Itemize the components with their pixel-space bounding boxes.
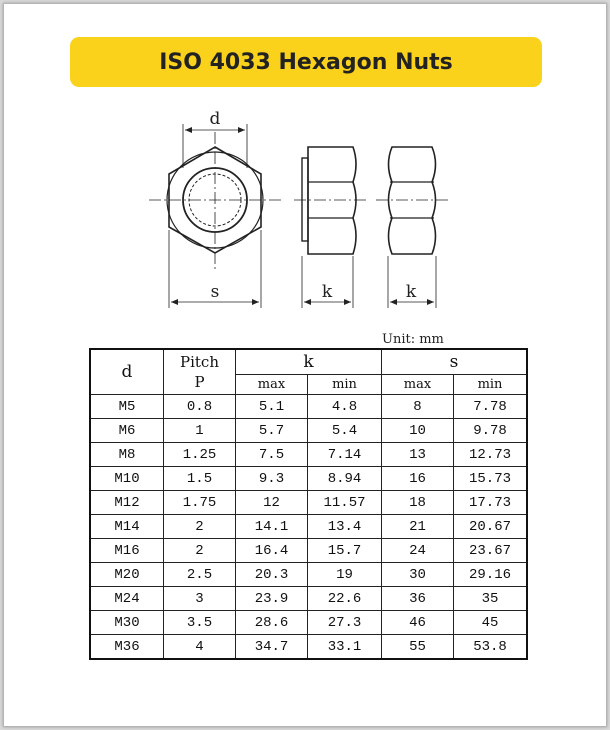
cell-d: M20: [90, 563, 164, 587]
cell-kmax: 9.3: [236, 467, 308, 491]
cell-kmin: 33.1: [308, 635, 382, 660]
cell-smin: 29.16: [454, 563, 528, 587]
hex-nut-drawing: [4, 4, 606, 326]
table-row: [90, 419, 527, 443]
col-header-k: k: [236, 349, 382, 375]
cell-smax: 55: [382, 635, 454, 660]
label-k-side-2: k: [405, 282, 417, 302]
unit-label: Unit: mm: [382, 332, 444, 347]
cell-kmax: 14.1: [236, 515, 308, 539]
table-row: [90, 395, 527, 419]
table-row: [90, 611, 527, 635]
col-header-s-min: min: [454, 375, 528, 395]
cell-kmax: 12: [236, 491, 308, 515]
table-row: [90, 587, 527, 611]
table-row: [90, 539, 527, 563]
cell-smin: 9.78: [454, 419, 528, 443]
cell-d: M36: [90, 635, 164, 660]
label-d: d: [209, 109, 221, 129]
cell-smax: 36: [382, 587, 454, 611]
cell-smax: 46: [382, 611, 454, 635]
cell-p: 1.5: [164, 467, 236, 491]
col-header-k-max: max: [236, 375, 308, 395]
cell-smin: 23.67: [454, 539, 528, 563]
cell-kmin: 4.8: [308, 395, 382, 419]
table-row: [90, 563, 527, 587]
cell-smax: 24: [382, 539, 454, 563]
cell-d: M6: [90, 419, 164, 443]
cell-kmin: 19: [308, 563, 382, 587]
side-view-2-body: [389, 147, 436, 254]
table-row: [90, 443, 527, 467]
cell-smin: 20.67: [454, 515, 528, 539]
cell-kmax: 34.7: [236, 635, 308, 660]
cell-smax: 8: [382, 395, 454, 419]
page-title: ISO 4033 Hexagon Nuts: [159, 49, 453, 75]
col-header-s: s: [382, 349, 528, 375]
cell-p: 3.5: [164, 611, 236, 635]
cell-smax: 16: [382, 467, 454, 491]
cell-kmax: 20.3: [236, 563, 308, 587]
side-view-body: [308, 147, 356, 254]
page: [3, 3, 607, 727]
label-s: s: [210, 282, 220, 302]
cell-d: M5: [90, 395, 164, 419]
cell-kmin: 5.4: [308, 419, 382, 443]
cell-smin: 12.73: [454, 443, 528, 467]
cell-smin: 15.73: [454, 467, 528, 491]
cell-p: 1.25: [164, 443, 236, 467]
cell-d: M12: [90, 491, 164, 515]
cell-p: 2: [164, 515, 236, 539]
cell-smax: 13: [382, 443, 454, 467]
cell-smin: 35: [454, 587, 528, 611]
cell-d: M10: [90, 467, 164, 491]
table-row: [90, 515, 527, 539]
cell-kmin: 22.6: [308, 587, 382, 611]
cell-kmin: 7.14: [308, 443, 382, 467]
cell-smin: 7.78: [454, 395, 528, 419]
col-header-d: d: [90, 349, 164, 395]
cell-d: M24: [90, 587, 164, 611]
cell-smax: 21: [382, 515, 454, 539]
cell-p: 0.8: [164, 395, 236, 419]
cell-kmin: 8.94: [308, 467, 382, 491]
cell-d: M16: [90, 539, 164, 563]
cell-kmin: 13.4: [308, 515, 382, 539]
table-row: [90, 635, 527, 660]
cell-p: 2: [164, 539, 236, 563]
cell-p: 1: [164, 419, 236, 443]
dimensions-table: [89, 348, 528, 660]
cell-d: M14: [90, 515, 164, 539]
cell-d: M30: [90, 611, 164, 635]
cell-kmin: 27.3: [308, 611, 382, 635]
cell-kmax: 16.4: [236, 539, 308, 563]
cell-smax: 10: [382, 419, 454, 443]
col-header-pitch: Pitch P: [164, 349, 236, 395]
cell-smax: 30: [382, 563, 454, 587]
cell-kmax: 28.6: [236, 611, 308, 635]
cell-kmax: 23.9: [236, 587, 308, 611]
label-k-side: k: [321, 282, 333, 302]
cell-kmax: 7.5: [236, 443, 308, 467]
cell-p: 3: [164, 587, 236, 611]
cell-p: 4: [164, 635, 236, 660]
cell-d: M8: [90, 443, 164, 467]
cell-smin: 53.8: [454, 635, 528, 660]
cell-p: 2.5: [164, 563, 236, 587]
cell-kmin: 11.57: [308, 491, 382, 515]
side-view-washer: [302, 158, 308, 241]
cell-p: 1.75: [164, 491, 236, 515]
col-header-k-min: min: [308, 375, 382, 395]
cell-smin: 45: [454, 611, 528, 635]
cell-kmin: 15.7: [308, 539, 382, 563]
cell-smin: 17.73: [454, 491, 528, 515]
table-row: [90, 491, 527, 515]
cell-smax: 18: [382, 491, 454, 515]
table-row: [90, 467, 527, 491]
col-header-s-max: max: [382, 375, 454, 395]
cell-kmax: 5.1: [236, 395, 308, 419]
cell-kmax: 5.7: [236, 419, 308, 443]
